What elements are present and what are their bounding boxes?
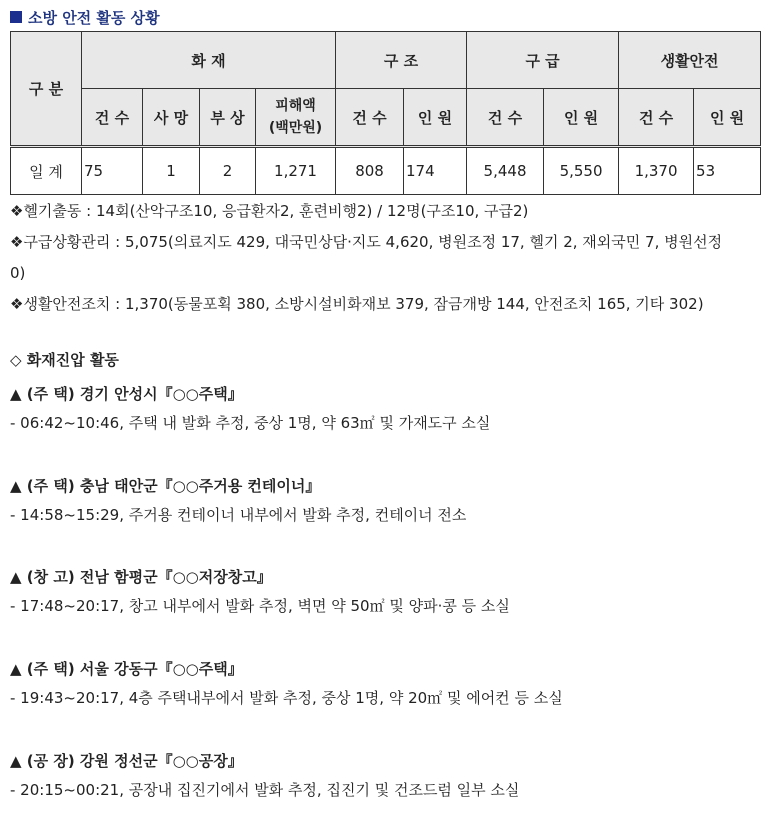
incident-0 [10,380,765,438]
header-gubun: 구 분 [11,32,82,147]
incident-desc: - 17:48~20:17, 창고 내부에서 발화 추정, 벽면 약 50㎡ 및 양파·콩 등 소실 [10,597,510,615]
incident-head: ▲ (주 택) 충남 태안군『○○주거용 컨테이너』 [10,477,321,495]
subheader-ems-people: 인 원 [544,89,619,147]
incident-head: ▲ (주 택) 경기 안성시『○○주택』 [10,385,243,403]
subheader-rescue-count: 건 수 [336,89,404,147]
cell-ems-people: 5,550 [544,147,619,195]
activity-stats-table [10,31,761,195]
header-fire: 화 재 [82,32,336,89]
cell-rescue-count: 808 [336,147,404,195]
subheader-fire-death: 사 망 [143,89,200,147]
subheader-life-people: 인 원 [694,89,761,147]
note-helicopter: ❖헬기출동 : 14회(산악구조10, 응급환자2, 훈련비행2) / 12명(구조10, 구급2) [10,202,529,220]
header-ems: 구 급 [467,32,619,89]
incident-head: ▲ (주 택) 서울 강동구『○○주택』 [10,660,243,678]
summary-notes [10,196,765,320]
cell-life-count: 1,370 [619,147,694,195]
cell-ems-count: 5,448 [467,147,544,195]
subheader-life-count: 건 수 [619,89,694,147]
subheader-ems-count: 건 수 [467,89,544,147]
incident-2 [10,563,765,621]
incident-head: ▲ (창 고) 전남 함평군『○○저장창고』 [10,568,272,586]
subheader-fire-damage-line2: (백만원) [268,120,323,136]
note-ems-management: ❖구급상황관리 : 5,075(의료지도 429, 대국민상담·지도 4,620, 병원조정 17, 헬기 2, 재외국민 7, 병원선정 [10,233,723,251]
page-title [10,6,160,28]
incident-3 [10,655,765,713]
note-ems-management-cont: 0) [10,264,26,282]
subheader-rescue-people: 인 원 [404,89,467,147]
subheader-fire-injury: 부 상 [200,89,256,147]
incident-1 [10,472,765,530]
cell-rescue-people: 174 [404,147,467,195]
section-title-text: ◇ 화재진압 활동 [10,351,119,369]
note-life-safety: ❖생활안전조치 : 1,370(동물포획 380, 소방시설비화재보 379, 잠금개방 144, 안전조치 165, 기타 302) [10,295,704,313]
incident-head: ▲ (공 장) 강원 정선군『○○공장』 [10,752,243,770]
page-title-text: 소방 안전 활동 상황 [28,8,160,27]
incident-desc: - 06:42~10:46, 주택 내 발화 추정, 중상 1명, 약 63㎡ 및 가재도구 소실 [10,414,491,432]
incident-desc: - 14:58~15:29, 주거용 컨테이너 내부에서 발화 추정, 컨테이너 전소 [10,506,467,524]
subheader-fire-damage [256,89,336,147]
subheader-fire-count: 건 수 [82,89,143,147]
incident-desc: - 20:15~00:21, 공장내 집진기에서 발화 추정, 집진기 및 건조드럼 일부 소실 [10,781,520,799]
cell-fire-injury: 2 [200,147,256,195]
header-life-safety: 생활안전 [619,32,761,89]
table-row [11,147,761,195]
row-label: 일 계 [11,147,82,195]
incident-desc: - 19:43~20:17, 4층 주택내부에서 발화 추정, 중상 1명, 약 20㎡ 및 에어컨 등 소실 [10,689,563,707]
cell-fire-count: 75 [82,147,143,195]
section-title [10,349,765,370]
header-rescue: 구 조 [336,32,467,89]
cell-fire-damage: 1,271 [256,147,336,195]
cell-fire-death: 1 [143,147,200,195]
cell-life-people: 53 [694,147,761,195]
title-square-icon [10,11,22,23]
incident-4 [10,747,765,805]
subheader-fire-damage-line1: 피해액 [275,98,316,114]
